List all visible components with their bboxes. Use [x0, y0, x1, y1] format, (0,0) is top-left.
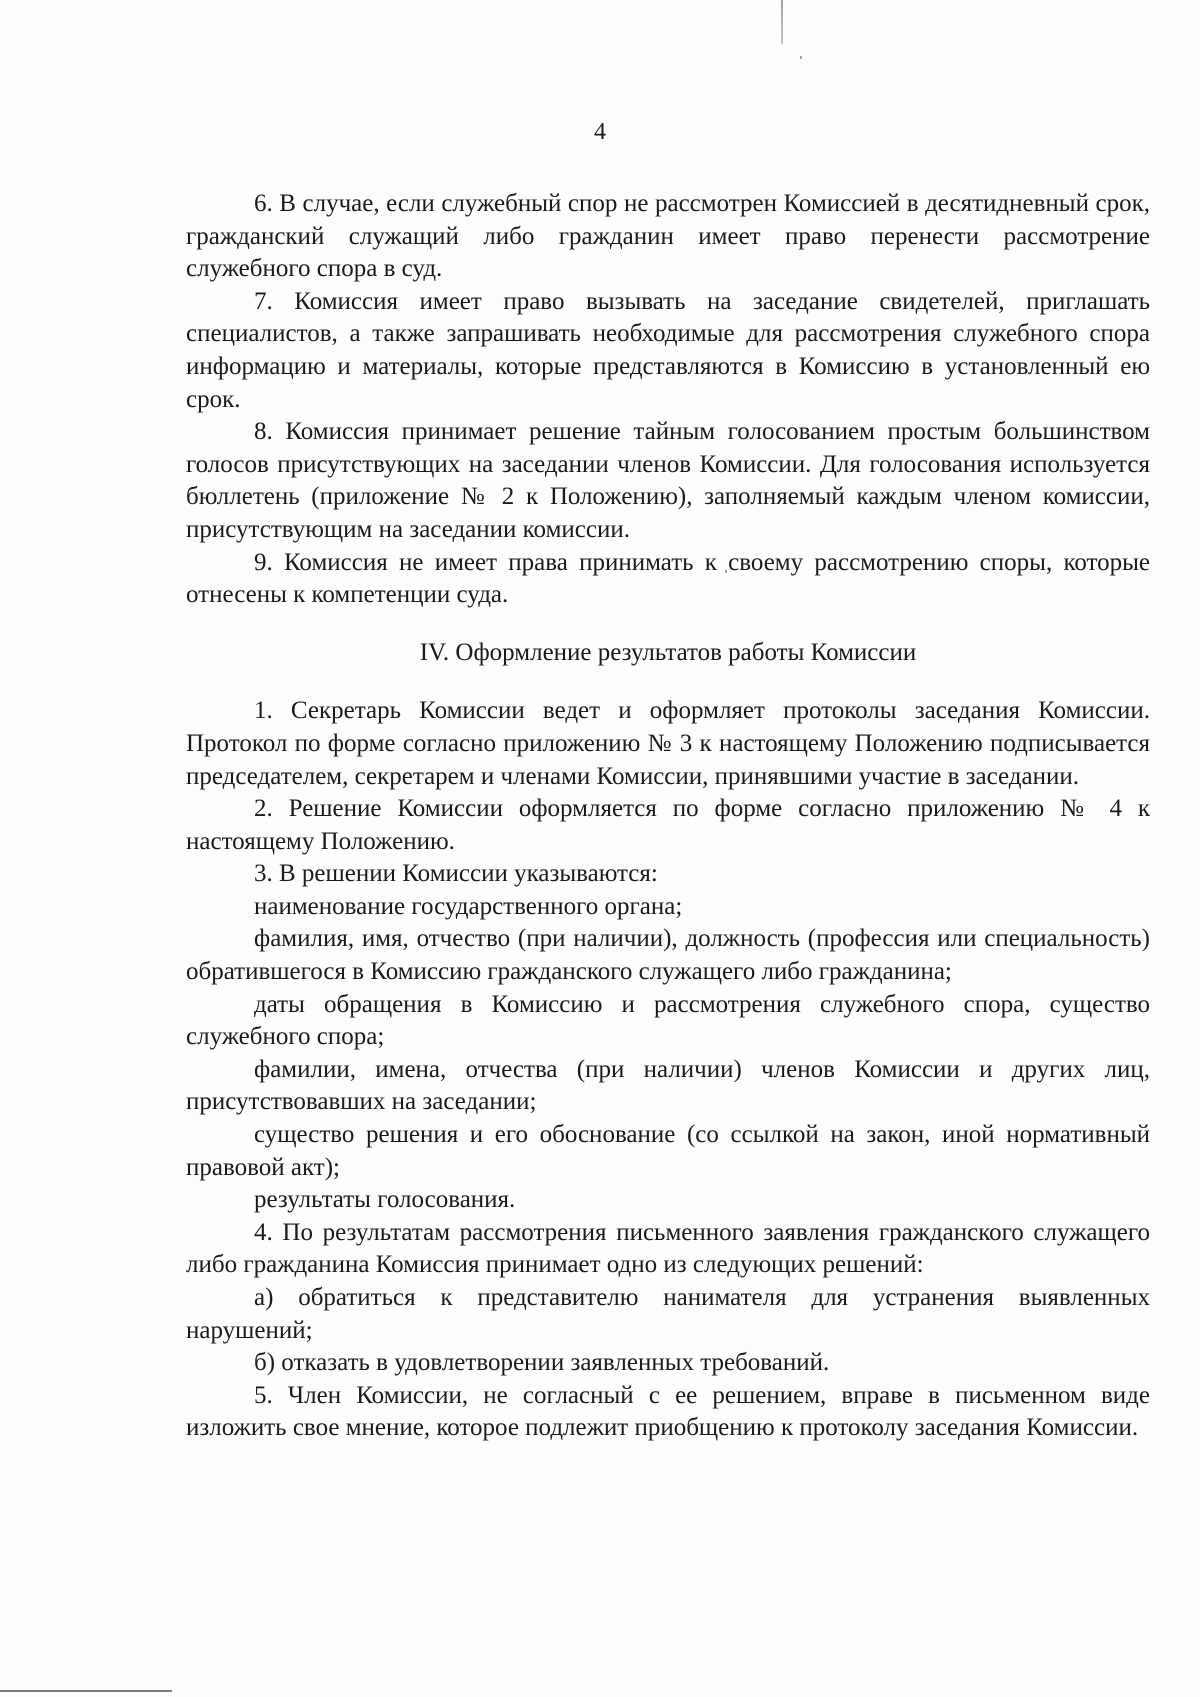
list-item: даты обращения в Комиссию и рассмотрения служебного спора, существо служебного спора;: [186, 990, 1150, 1051]
document-body: [186, 188, 1150, 1445]
section-paragraph-3: 3. В решении Комиссии указываются:: [254, 860, 658, 888]
paragraph-7: 7. Комиссия имеет право вызывать на заседание свидетелей, приглашать специалистов, а также запрашивать необходимые для рассмотрения служебного спора информацию и материалы, которые представляются в Комиссию в установленный ею срок.: [186, 287, 1150, 413]
list-item: фамилия, имя, отчество (при наличии), должность (профессия или специальность) обратившегося в Комиссию гражданского служащего либо гражданина;: [186, 925, 1150, 986]
list-item: наименование государственного органа;: [254, 892, 683, 920]
list-item: а) обратиться к представителю нанимателя для устранения выявленных нарушений;: [186, 1284, 1150, 1344]
page-number: 4: [594, 119, 606, 145]
list-item: результаты голосования.: [254, 1186, 516, 1214]
paragraph-8: 8. Комиссия принимает решение тайным голосованием простым большинством голосов присутствующих на заседании членов Комиссии. Для голосования используется бюллетень (приложение № 2 к Положению), заполняемый каждым членом комиссии, присутствующим на заседании комиссии.: [186, 418, 1150, 543]
section-paragraph-1: 1. Секретарь Комиссии ведет и оформляет протоколы заседания Комиссии. Протокол по форме согласно приложению № 3 к настоящему Положению подписывается председателем, секретарем и членами Комиссии, принявшими участие в заседании.: [186, 697, 1150, 790]
paragraph-9: 9. Комиссия не имеет права принимать к своему рассмотрению споры, которые отнесены к компетенции суда.: [186, 548, 1150, 609]
section-paragraph-5: 5. Член Комиссии, не согласный с ее решением, вправе в письменном виде изложить свое мнение, которое подлежит приобщению к протоколу заседания Комиссии.: [186, 1381, 1150, 1442]
list-item: б) отказать в удовлетворении заявленных требований.: [254, 1349, 830, 1377]
scan-artifact-dot: [800, 56, 802, 59]
list-item: фамилии, имена, отчества (при наличии) членов Комиссии и других лиц, присутствовавших на заседании;: [186, 1055, 1150, 1116]
section-paragraph-4: 4. По результатам рассмотрения письменного заявления гражданского служащего либо гражданина Комиссия принимает одно из следующих решений:: [186, 1218, 1150, 1279]
section-heading: IV. Оформление результатов работы Комиссии: [419, 638, 917, 666]
paragraph-6: 6. В случае, если служебный спор не рассмотрен Комиссией в десятидневный срок, гражданский служащий либо гражданин имеет право перенести рассмотрение служебного спора в суд.: [186, 190, 1150, 283]
scan-artifact-mark: [781, 0, 783, 44]
section-paragraph-2: 2. Решение Комиссии оформляется по форме согласно приложению № 4 к настоящему Положению.: [186, 795, 1150, 855]
list-item: существо решения и его обоснование (со ссылкой на закон, иной нормативный правовой акт);: [186, 1121, 1150, 1181]
bottom-edge-line: [0, 1690, 172, 1692]
